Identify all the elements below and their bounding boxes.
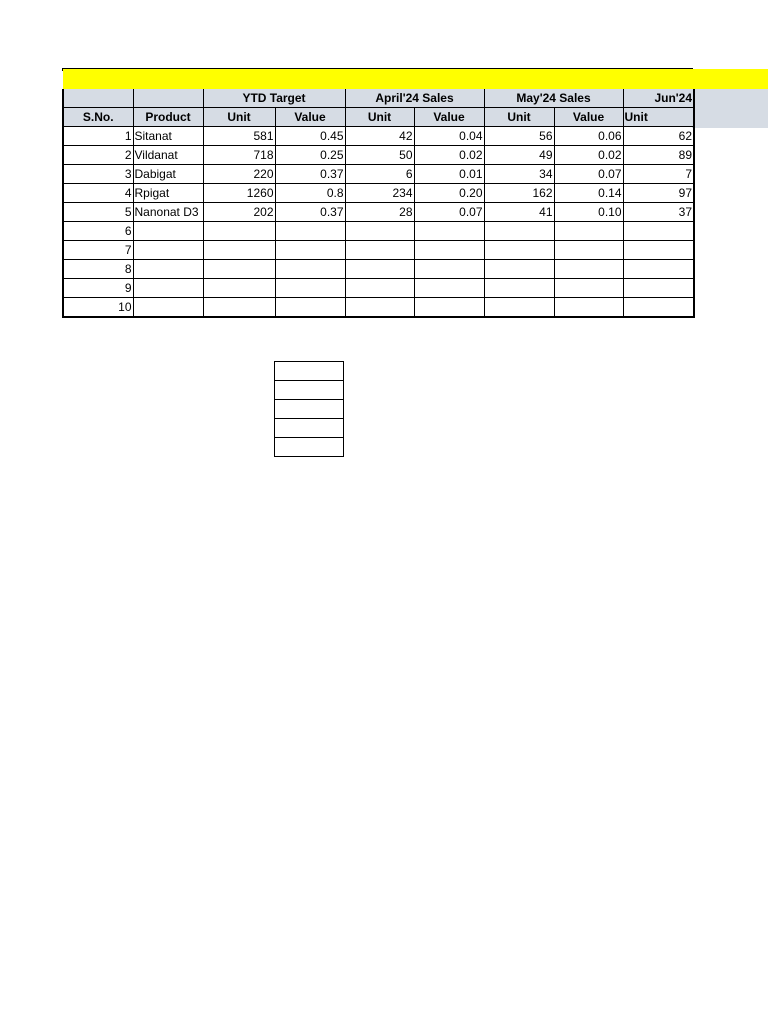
product-cell[interactable]: Sitanat xyxy=(133,127,203,146)
may-unit-cell[interactable] xyxy=(484,241,554,260)
apr-value-cell[interactable]: 0.02 xyxy=(414,146,484,165)
may-value-cell[interactable] xyxy=(554,222,623,241)
ytd-value-cell[interactable]: 0.8 xyxy=(275,184,345,203)
ytd-unit-cell[interactable]: 1260 xyxy=(203,184,275,203)
may-value-cell[interactable] xyxy=(554,260,623,279)
sno-cell[interactable]: 3 xyxy=(63,165,133,184)
side-box-table xyxy=(274,361,344,457)
column-header-row xyxy=(63,108,694,127)
jun-unit-header[interactable]: Unit xyxy=(623,108,694,127)
sno-cell[interactable]: 4 xyxy=(63,184,133,203)
sno-cell[interactable]: 9 xyxy=(63,279,133,298)
side-cell[interactable] xyxy=(275,438,344,457)
may-value-cell[interactable]: 0.07 xyxy=(554,165,623,184)
ytd-unit-header[interactable]: Unit xyxy=(203,108,275,127)
header-cell-empty[interactable] xyxy=(133,89,203,108)
may-unit-cell[interactable] xyxy=(484,260,554,279)
sno-cell[interactable]: 5 xyxy=(63,203,133,222)
apr-value-cell[interactable]: 0.04 xyxy=(414,127,484,146)
sno-cell[interactable]: 6 xyxy=(63,222,133,241)
product-header[interactable]: Product xyxy=(133,108,203,127)
jun-unit-cell[interactable] xyxy=(623,222,694,241)
product-cell[interactable]: Nanonat D3 xyxy=(133,203,203,222)
product-cell[interactable] xyxy=(133,279,203,298)
sno-cell[interactable]: 2 xyxy=(63,146,133,165)
apr-unit-cell[interactable] xyxy=(345,298,414,318)
table-row xyxy=(63,241,694,260)
apr-unit-cell[interactable]: 42 xyxy=(345,127,414,146)
table-row xyxy=(63,146,694,165)
header-fill-extension xyxy=(692,89,768,128)
apr-unit-header[interactable]: Unit xyxy=(345,108,414,127)
ytd-value-cell[interactable] xyxy=(275,298,345,318)
jun-unit-cell[interactable] xyxy=(623,260,694,279)
ytd-unit-cell[interactable] xyxy=(203,260,275,279)
apr-unit-cell[interactable]: 28 xyxy=(345,203,414,222)
header-cell-empty[interactable] xyxy=(63,89,133,108)
jun-unit-cell[interactable]: 97 xyxy=(623,184,694,203)
table-row xyxy=(63,260,694,279)
may-unit-cell[interactable] xyxy=(484,222,554,241)
apr-value-cell[interactable] xyxy=(414,241,484,260)
ytd-value-cell[interactable] xyxy=(275,222,345,241)
apr-unit-cell[interactable]: 234 xyxy=(345,184,414,203)
side-cell[interactable] xyxy=(275,381,344,400)
may-unit-cell[interactable]: 34 xyxy=(484,165,554,184)
apr-unit-cell[interactable] xyxy=(345,241,414,260)
may-value-cell[interactable]: 0.02 xyxy=(554,146,623,165)
table-row xyxy=(63,127,694,146)
apr-unit-cell[interactable] xyxy=(345,260,414,279)
ytd-unit-cell[interactable] xyxy=(203,241,275,260)
apr-value-cell[interactable]: 0.20 xyxy=(414,184,484,203)
may-unit-cell[interactable]: 49 xyxy=(484,146,554,165)
sno-cell[interactable]: 7 xyxy=(63,241,133,260)
product-cell[interactable] xyxy=(133,222,203,241)
table-row xyxy=(63,298,694,318)
side-row xyxy=(275,400,344,419)
apr-value-cell[interactable] xyxy=(414,279,484,298)
side-cell[interactable] xyxy=(275,362,344,381)
product-cell[interactable] xyxy=(133,241,203,260)
may-unit-cell[interactable] xyxy=(484,298,554,318)
may-value-cell[interactable]: 0.14 xyxy=(554,184,623,203)
may-unit-header[interactable]: Unit xyxy=(484,108,554,127)
april-sales-header[interactable]: April'24 Sales xyxy=(345,89,484,108)
table-row xyxy=(63,165,694,184)
side-row xyxy=(275,419,344,438)
group-header-row xyxy=(63,89,694,108)
ytd-unit-cell[interactable] xyxy=(203,222,275,241)
sales-table xyxy=(62,89,695,318)
ytd-unit-cell[interactable]: 220 xyxy=(203,165,275,184)
jun-unit-cell[interactable] xyxy=(623,241,694,260)
sno-cell[interactable]: 1 xyxy=(63,127,133,146)
apr-value-cell[interactable]: 0.07 xyxy=(414,203,484,222)
apr-unit-cell[interactable]: 6 xyxy=(345,165,414,184)
ytd-value-cell[interactable]: 0.45 xyxy=(275,127,345,146)
may-sales-header[interactable]: May'24 Sales xyxy=(484,89,623,108)
side-cell[interactable] xyxy=(275,400,344,419)
ytd-unit-cell[interactable] xyxy=(203,298,275,318)
side-row xyxy=(275,381,344,400)
apr-value-cell[interactable] xyxy=(414,298,484,318)
jun-unit-cell[interactable] xyxy=(623,298,694,318)
table-row xyxy=(63,184,694,203)
jun-sales-header[interactable]: Jun'24 xyxy=(623,89,694,108)
sno-header[interactable]: S.No. xyxy=(63,108,133,127)
sno-cell[interactable]: 10 xyxy=(63,298,133,318)
may-value-cell[interactable] xyxy=(554,298,623,318)
table-row xyxy=(63,222,694,241)
ytd-unit-cell[interactable] xyxy=(203,279,275,298)
ytd-target-header[interactable]: YTD Target xyxy=(203,89,345,108)
apr-value-cell[interactable] xyxy=(414,260,484,279)
ytd-value-cell[interactable] xyxy=(275,241,345,260)
product-cell[interactable]: Rpigat xyxy=(133,184,203,203)
ytd-value-cell[interactable] xyxy=(275,260,345,279)
ytd-unit-cell[interactable]: 581 xyxy=(203,127,275,146)
product-cell[interactable] xyxy=(133,260,203,279)
may-unit-cell[interactable]: 56 xyxy=(484,127,554,146)
ytd-value-header[interactable]: Value xyxy=(275,108,345,127)
may-unit-cell[interactable] xyxy=(484,279,554,298)
jun-unit-cell[interactable]: 62 xyxy=(623,127,694,146)
side-row xyxy=(275,362,344,381)
ytd-value-cell[interactable] xyxy=(275,279,345,298)
may-value-cell[interactable] xyxy=(554,241,623,260)
may-unit-cell[interactable]: 162 xyxy=(484,184,554,203)
ytd-value-cell[interactable]: 0.37 xyxy=(275,203,345,222)
apr-unit-cell[interactable]: 50 xyxy=(345,146,414,165)
may-value-header[interactable]: Value xyxy=(554,108,623,127)
ytd-value-cell[interactable]: 0.25 xyxy=(275,146,345,165)
may-value-cell[interactable]: 0.10 xyxy=(554,203,623,222)
sno-cell[interactable]: 8 xyxy=(63,260,133,279)
ytd-unit-cell[interactable]: 718 xyxy=(203,146,275,165)
side-row xyxy=(275,438,344,457)
apr-value-header[interactable]: Value xyxy=(414,108,484,127)
table-row xyxy=(63,279,694,298)
jun-unit-cell[interactable] xyxy=(623,279,694,298)
side-cell[interactable] xyxy=(275,419,344,438)
apr-unit-cell[interactable] xyxy=(345,222,414,241)
apr-value-cell[interactable] xyxy=(414,222,484,241)
may-value-cell[interactable] xyxy=(554,279,623,298)
jun-unit-cell[interactable]: 7 xyxy=(623,165,694,184)
may-unit-cell[interactable]: 41 xyxy=(484,203,554,222)
ytd-value-cell[interactable]: 0.37 xyxy=(275,165,345,184)
may-value-cell[interactable]: 0.06 xyxy=(554,127,623,146)
jun-unit-cell[interactable]: 37 xyxy=(623,203,694,222)
product-cell[interactable]: Vildanat xyxy=(133,146,203,165)
product-cell[interactable] xyxy=(133,298,203,318)
ytd-unit-cell[interactable]: 202 xyxy=(203,203,275,222)
title-band[interactable] xyxy=(63,69,768,89)
jun-unit-cell[interactable]: 89 xyxy=(623,146,694,165)
product-cell[interactable]: Dabigat xyxy=(133,165,203,184)
table-body xyxy=(63,127,694,318)
apr-unit-cell[interactable] xyxy=(345,279,414,298)
apr-value-cell[interactable]: 0.01 xyxy=(414,165,484,184)
table-row xyxy=(63,203,694,222)
